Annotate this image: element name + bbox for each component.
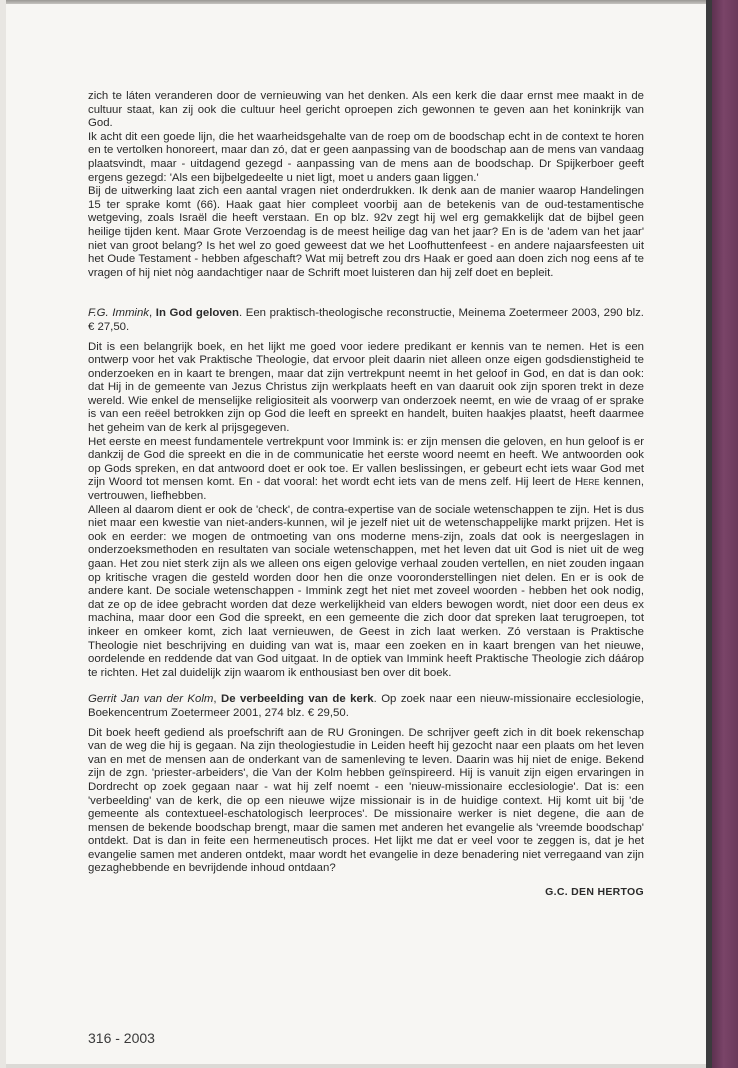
review-1-paragraph-2 (88, 436, 644, 504)
review-2-paragraph-1: Dit boek heeft gediend als proefschrift aan de RU Groningen. De schrijver geeft zich in dit boek rekenschap van de weg die hij is gegaan. Na zijn theologiestudie in Leiden heeft hij gezocht naar een plaats om het leven van en met de mensen aan de onderkant van de samenleving te leven. Daarin was hij niet de enige. Bekend zijn de zgn. 'priester-arbeiders', die Van der Kolm hebben geïnspireerd. Hij is vanuit zijn eigen ervaringen in Dordrecht op zoek gegaan naar - wat hij zelf noemt - een 'nieuw-missionaire ecclesiologie'. Dat is: een 'verbeelding' van de kerk, die op een nieuwe wijze missionair is in de huidige context. Hij komt uit bij 'de gemeente als contextueel-eschatologisch leerproces'. De missionaire werker is niet degene, die aan de mensen de bekende boodschap brengt, maar die samen met anderen het evangelie als 'vreemde boodschap' ontdekt. Dat is dan in feite een hermeneutisch proces. Het lijkt me dat er veel voor te zeggen is, dat je het evangelie samen met anderen ontdekt, maar wordt het evangelie in deze benadering niet verregaand van zijn gezaghebbende en bevrijdende inhoud ontdaan? (88, 726, 644, 875)
review-1-here-smallcaps: Here (574, 476, 600, 489)
intro-paragraph-1: zich te láten veranderen door de vernieuwing van het denken. Als een kerk die daar ernst mee maakt in de cultuur staat, kan zij ook die cultuur heel gericht oproepen zich gewonnen te geven aan het koninkrijk van God. (88, 90, 644, 130)
review-1-paragraph-2-text-a: Het eerste en meest fundamentele vertrekpunt voor Immink is: er zijn mensen die geloven, en hun geloof is er dankzij de God die spreekt en die in de communicatie het eerste woord neemt en heeft. We antwoorden ook op Gods spreken, en dat antwoord doet er ook toe. Er vallen beslissingen, er gebeurt echt iets waar God met zijn Woord tot mensen komt. En - dat vooral: het wordt echt iets van de mens zelf. Hij leert de (88, 435, 644, 489)
review-2-title: De verbeelding van de kerk (220, 693, 374, 706)
section-gap (88, 294, 644, 307)
review-1-author: F.G. Immink (88, 307, 149, 320)
review-1-paragraph-1: Dit is een belangrijk boek, en het lijkt me goed voor iedere predikant er kennis van te nemen. Het is een ontwerp voor het vak Praktische Theologie, dat ervoor pleit daarin niet alleen onze eigen godsdienstigheid te onderzoeken en in kaart te brengen, maar dat zijn vertrekpunt neemt in het geloof in God, en dat is dan ook: dat Hij in de gemeente van Jezus Christus zijn werkplaats heeft en van daaruit ook zijn sporen trekt in deze wereld. Wie enkel de menselijke religiositeit als voorwerp van onderzoek neemt, en wie de vraag of er sprake is van een reëel betrokken zijn op God die leeft en spreekt en handelt, buiten haakjes plaatst, heeft daarmee het geheim van de kerk al prijsgegeven. (88, 340, 644, 435)
book-spine (712, 0, 738, 1068)
review-2-reference: Gerrit Jan van der Kolm, De verbeelding van de kerk. Op zoek naar een nieuw-missionaire ecclesiologie, Boekencentrum Zoetermeer 2001, 274 blz. € 29,50. (88, 693, 644, 719)
review-2-details: . Op zoek naar een nieuw-missionaire ecclesiologie, Boekencentrum Zoetermeer 2001, 274 blz. € 29,50. (88, 693, 644, 719)
review-2-author: Gerrit Jan van der Kolm (88, 693, 214, 706)
intro-paragraph-3: Bij de uitwerking laat zich een aantal vragen niet onderdrukken. Ik denk aan de manier waarop Handelingen 15 ter sprake komt (66). Haak gaat hier compleet voorbij aan de betekenis van de oud-testamentische wetgeving, zoals Israël die heeft verstaan. En op blz. 92v zegt hij wel erg gemakkelijk dat de bijbel geen heilige tijden kent. Maar Grote Verzoendag is de meest heilige dag van het jaar? En is de 'adem van het jaar' niet van groot belang? Is het wel zo goed geweest dat we het Loofhuttenfeest - en andere najaarsfeesten uit het Oude Testament - hebben afgeschaft? Wat mij betreft zou drs Haak er goed aan doen zich nog eens af te vragen of hij niet nòg aandachtiger naar de Schrift moet luisteren dan hij zelf doet en bepleit. (88, 185, 644, 279)
page-content (88, 90, 644, 900)
review-1-reference: F.G. Immink, In God geloven. Een praktisch-theologische reconstructie, Meinema Zoetermeer 2003, 290 blz. € 27,50. (88, 307, 644, 333)
review-1-details: . Een praktisch-theologische reconstructie, Meinema Zoetermeer 2003, 290 blz. € 27,50. (88, 307, 644, 333)
intro-paragraph-2: Ik acht dit een goede lijn, die het waarheidsgehalte van de roep om de boodschap echt in de context te horen en te vertolken honoreert, maar dan zó, dat er geen aanpassing van de boodschap aan de mens van vandaag plaatsvindt, maar - uitdagend gezegd - aanpassing van de mens aan de boodschap. Dr Spijkerboer geeft ergens gezegd: 'Als een bijbelgedeelte u niet ligt, moet u anders gaan liggen.' (88, 130, 644, 184)
page-number-footer: 316 - 2003 (88, 1030, 155, 1046)
section-gap (88, 680, 644, 693)
section-gap (88, 280, 644, 294)
reviewer-signature: G.C. DEN HERTOG (545, 886, 644, 899)
review-1-paragraph-2-text-c: kennen, vertrouwen, liefhebben. (88, 476, 645, 503)
review-1-title: In God geloven (155, 307, 239, 320)
review-1-paragraph-3: Alleen al daarom dient er ook de 'check', de contra-expertise van de sociale wetenschappen te zijn. Het is dus niet maar een kwestie van niet-anders-kunnen, wil je jezelf niet uit de wetenschappelijke markt prijzen. Het is ook en eerder: we mogen de ontmoeting van ons moderne mens-zijn, zoals dat ook is neergeslagen in onderzoeksmethoden en resultaten van sociale wetenschappen, met het leven dat uit God is niet uit de weg gaan. Het zou niet sterk zijn als we alleen ons eigen gelovige verhaal zouden vertellen, en niet zouden ingaan op kritische vragen die gesteld worden door hen die onze vooronderstellingen niet delen. En er is ook de andere kant. De sociale wetenschappen - Immink zegt het niet met zoveel woorden - hebben het ook nodig, dat ze op de idee gebracht worden dat deze werkelijkheid van elders bewogen wordt, niet door een deus ex machina, maar door een God die spreekt, en een gemeente die zich door dat spreken laat terugroepen, tot inkeer en omkeer komt, zich laat vernieuwen, de Geest in zich laat werken. Zó verstaan is Praktische Theologie niet beschrijving en duiding van wat is, maar een zoeken en in kaart brengen van het nieuwe, oordelende en reddende dat van God uitgaat. In de optiek van Immink heeft Praktische Theologie zich dáárop te richten. Het zal duidelijk zijn waarom ik enthousiast ben over dit boek. (88, 503, 644, 679)
